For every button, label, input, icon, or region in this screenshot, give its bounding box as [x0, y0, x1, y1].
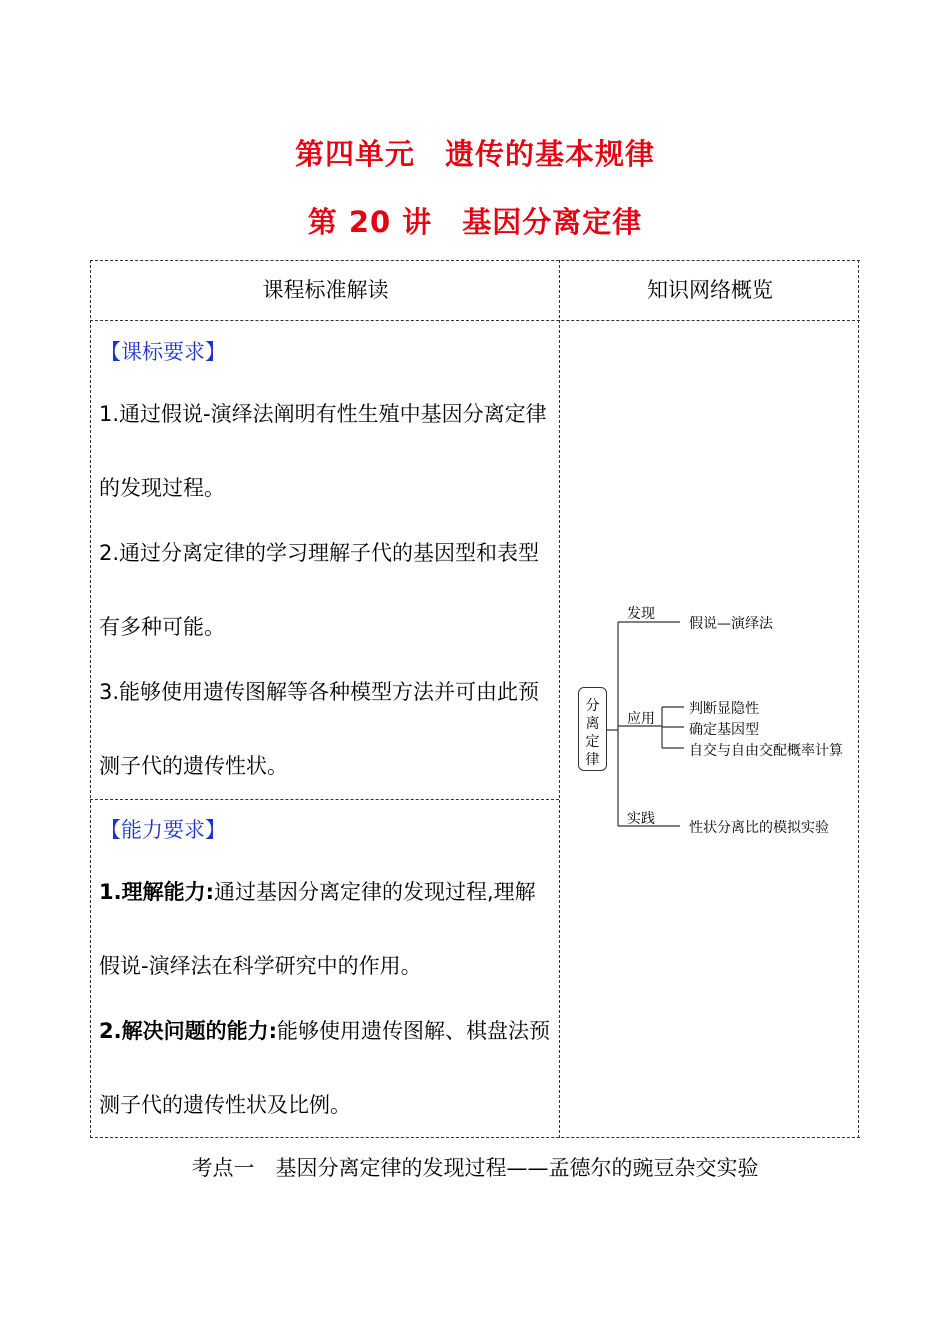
ability-item: [99, 855, 554, 1003]
curriculum-item: 1.通过假说-演绎法阐明有性生殖中基因分离定律的发现过程。: [99, 402, 547, 500]
ability-lead: 1.理解能力:: [99, 880, 214, 904]
ability-item: [99, 994, 554, 1142]
unit-title: 第四单元 遗传的基本规律: [294, 137, 655, 171]
leaf-dominance: 判断显隐性: [689, 701, 759, 717]
mindmap-root-char: 律: [585, 752, 600, 768]
leaf-hypothesis-deduction: 假说—演绎法: [689, 616, 773, 632]
curriculum-item: 2.通过分离定律的学习理解子代的基因型和表型有多种可能。: [99, 541, 540, 639]
leaf-simulation: 性状分离比的模拟实验: [689, 820, 829, 836]
curriculum-list: [99, 377, 554, 803]
leaf-genotype: 确定基因型: [689, 722, 759, 738]
header-knowledge-map: 知识网络概览: [647, 278, 773, 302]
ability-lead: 2.解决问题的能力:: [99, 1019, 277, 1043]
header-curriculum: 课程标准解读: [262, 278, 389, 302]
ability-text: 通过基因分离定律的发现过程,理解假说-演绎法在科学研究中的作用。: [99, 880, 536, 978]
section-caption: 考点一 基因分离定律的发现过程——孟德尔的豌豆杂交实验: [191, 1156, 759, 1180]
leaf-probability: 自交与自由交配概率计算: [689, 743, 843, 759]
mindmap-root-char: 离: [585, 716, 600, 732]
ability-label: 【能力要求】: [100, 818, 226, 842]
lecture-title: 第 20 讲 基因分离定律: [307, 205, 643, 239]
mindmap-root-char: 分: [585, 698, 600, 714]
branch-label-discovery: 发现: [627, 606, 655, 622]
ability-list: [99, 855, 554, 1142]
branch-label-application: 应用: [627, 711, 655, 727]
mindmap-root: [578, 687, 607, 771]
mindmap-root-char: 定: [585, 734, 600, 750]
curriculum-label: 【课标要求】: [100, 340, 226, 364]
ability-text: 能够使用遗传图解、棋盘法预测子代的遗传性状及比例。: [99, 1019, 550, 1117]
curriculum-item: 3.能够使用遗传图解等各种模型方法并可由此预测子代的遗传性状。: [99, 680, 540, 778]
branch-label-practice: 实践: [627, 811, 655, 827]
